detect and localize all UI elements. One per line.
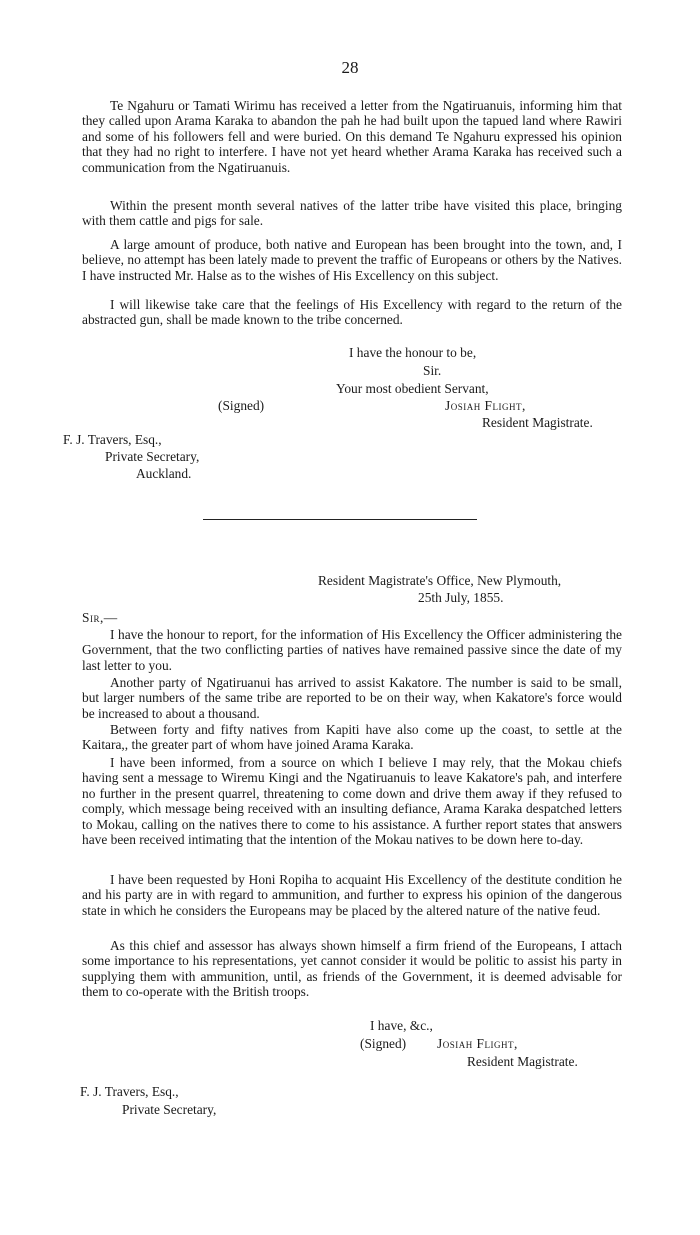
recipient-name: F. J. Travers, Esq., <box>63 432 162 447</box>
recipient-role-2: Private Secretary, <box>122 1102 217 1117</box>
section-divider <box>203 519 477 520</box>
letter-1-paragraph-2: Within the present month several natives of the latter tribe have visited this place, bringing with them cattle and pigs for sale. <box>82 198 622 229</box>
letter-2-paragraph-2: Another party of Ngatiruanui has arrived to assist Kakatore. The number is said to be small, but larger numbers of the same tribe are reported to be on their way, when Kakatore's force would be increased to about a thousand. <box>82 675 622 721</box>
letter-1-paragraph-4: I will likewise take care that the feelings of His Excellency with regard to the return of the abstracted gun, shall be made known to the tribe concerned. <box>82 297 622 328</box>
closing-have: I have, &c., <box>370 1018 433 1033</box>
letter-2-paragraph-1: I have the honour to report, for the information of His Excellency the Officer administering the Government, that the two conflicting parties of natives have remained passive since the date of my last letter to you. <box>82 627 622 673</box>
signed-label-2: (Signed) <box>360 1036 407 1051</box>
closing-servant: Your most obedient Servant, <box>336 381 489 396</box>
letter-2-salutation: Sir,— <box>82 610 118 625</box>
recipient-role: Private Secretary, <box>105 449 200 464</box>
letter-2-paragraph-5: I have been requested by Honi Ropiha to acquaint His Excellency of the destitute condition he and his party are in with regard to ammunition, and further to express his opinion of the dangerous state in which he considers the Europeans may be placed by the altered nature of the native feud. <box>82 872 622 918</box>
letter-2-paragraph-6: As this chief and assessor has always shown himself a firm friend of the Europeans, I attach some importance to his representations, yet cannot consider it would be politic to assist his party in supplying them with ammunition, until, as friends of the Government, it is deemed advisable for them to co-operate with the British troops. <box>82 938 622 1000</box>
closing-sir: Sir. <box>423 363 442 378</box>
letter-1-paragraph-1: Te Ngahuru or Tamati Wirimu has received a letter from the Ngatiruanuis, informing him that they called upon Arama Karaka to abandon the pah he had built upon the tapued land where Rawiri and some of his followers fell and were buried. On this demand Te Ngahuru expressed his opinion that they had no right to interfere. I have not yet heard whether Arama Karaka has received such a communication from the Ngatiruanuis. <box>82 98 622 175</box>
recipient-name-2: F. J. Travers, Esq., <box>80 1084 179 1099</box>
closing-honour: I have the honour to be, <box>349 345 477 360</box>
page-number: 28 <box>341 58 359 77</box>
letter-2-paragraph-4: I have been informed, from a source on which I believe I may rely, that the Mokau chiefs having sent a message to Wiremu Kingi and the Ngatiruanuis to leave Kakatore's pah, and interfere no further in the present quarrel, threatening to come down and drive them away if they refused to comply, which message being received with an insulting defiance, Arama Karaka despatched letters to Mokau, calling on the natives there to come to his assistance. A further report states that answers have been received intimating that the intention of the Mokau natives to be down here to-day. <box>82 755 622 848</box>
letter-1-paragraph-3: A large amount of produce, both native and European has been brought into the town, and, I believe, no attempt has been lately made to prevent the traffic of Europeans or others by the Natives. I have instructed Mr. Halse as to the wishes of His Excellency on this subject. <box>82 237 622 283</box>
recipient-place: Auckland. <box>136 466 192 481</box>
signed-label: (Signed) <box>218 398 265 413</box>
signatory-name: Josiah Flight, <box>445 398 526 413</box>
letter-2-date: 25th July, 1855. <box>418 590 504 605</box>
signatory-name-2: Josiah Flight, <box>437 1036 518 1051</box>
letter-2-address: Resident Magistrate's Office, New Plymouth, <box>318 573 562 588</box>
signatory-title: Resident Magistrate. <box>482 415 593 430</box>
signatory-title-2: Resident Magistrate. <box>467 1054 578 1069</box>
letter-2-paragraph-3: Between forty and fifty natives from Kapiti have also come up the coast, to settle at the Kaitara,, the greater part of whom have joined Arama Karaka. <box>82 722 622 753</box>
